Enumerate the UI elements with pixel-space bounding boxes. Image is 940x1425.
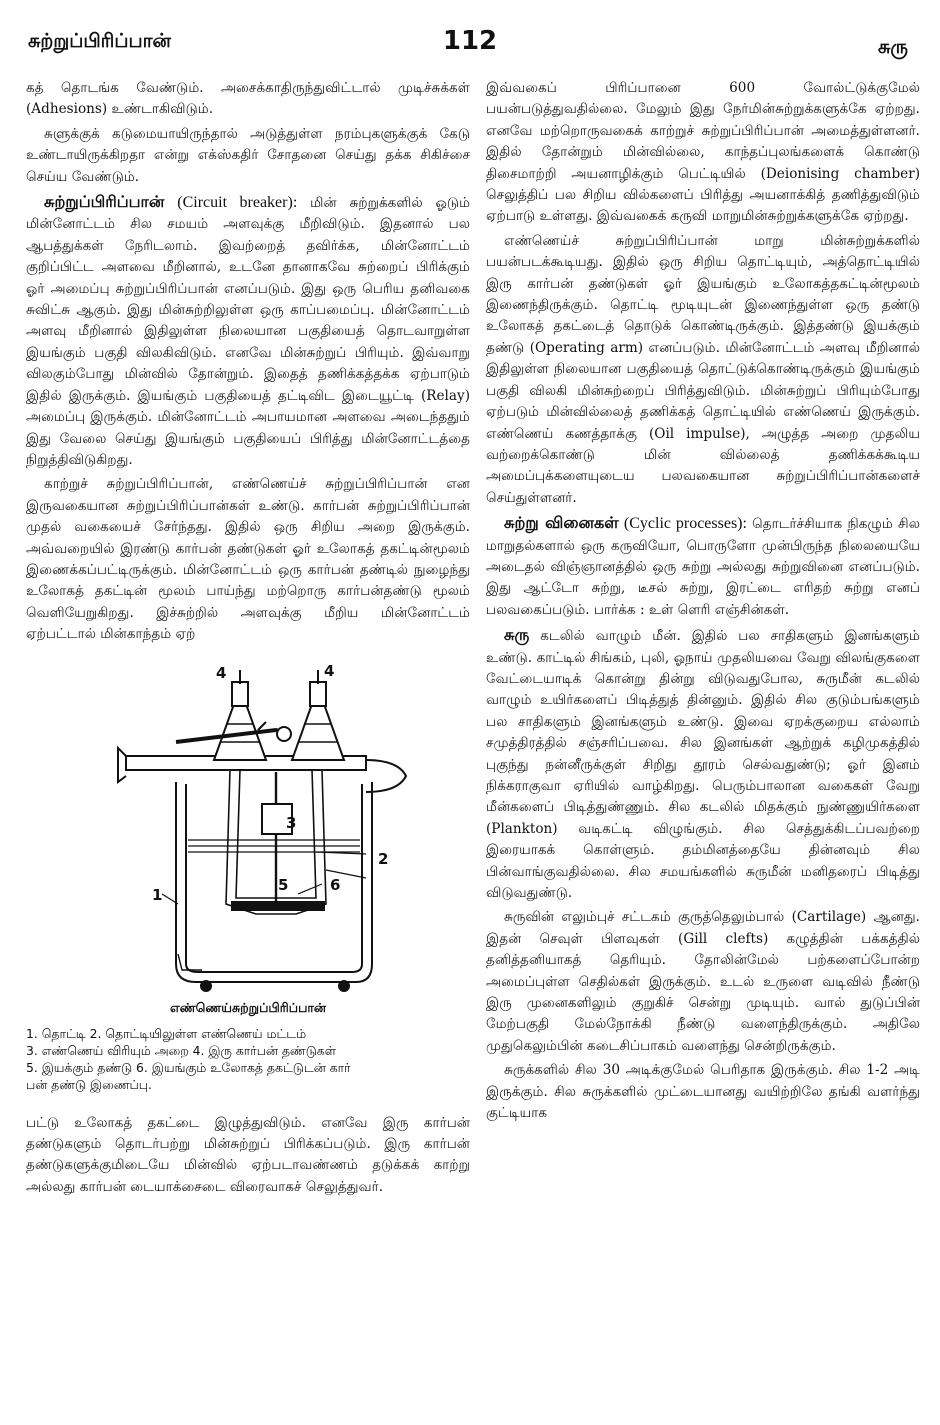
entry-body: கடலில் வாழும் மீன். இதில் பல சாதிகளும் இனங்களும் உண்டு. காட்டில் சிங்கம், புலி, ஓநாய் முதலியவை வேறு விலங்குகளை வேட்டையாடிக் கொன்று தின்று விடுவதுபோல, சுருமீன் கடலில் வாழும் உயிர்களைப் பிடித்துத் தின்னும். இதில் சில குடும்பங்களும் பல சாதிகளும் இனங்களும் உண்டு. இவை ஏறக்குறைய எல்லாம் சமுத்திரத்தில் சஞ்சரிப்பவை. சில இனங்கள் ஆற்றுக் கழிமுகத்தில் புகுந்து நன்னீருக்குள் சிறிது தூரம் செல்வதுண்டு; ஓர் இனம் நிக்கராகுவா ஏரியில் வாழ்கிறது. பெரும்பாலான வகைகள் வேறு மீன்களைப் பிடித்துண்ணும். சில கடலில் மிதக்கும் நுண்ணுயிர்களை (Plankton) வடிகட்டி விழுங்கும். சில செத்துக்கிடப்பவற்றை இரையாகக் கொள்ளும். தம்மினத்தையே தின்னவும் சில பின்வாங்குவதில்லை. சில சமயங்களில் சுருமீன் மனிதரைப் பிடித்து விடுவதுண்டு. bbox=[486, 628, 920, 902]
entry-term: சுற்றுப்பிரிப்பான் bbox=[44, 192, 165, 212]
entry-english-term: (Cyclic processes): bbox=[623, 515, 747, 533]
figure-caption: எண்ணெய்சுற்றுப்பிரிப்பான் bbox=[169, 999, 327, 1015]
legend-line: பன் தண்டு இணைப்பு. bbox=[26, 1076, 152, 1092]
breaker-illustration bbox=[26, 664, 470, 994]
entry-body: தொடர்ச்சியாக நிகழும் சில மாறுதல்களால் ஒரு கருவியோ, பொருளோ முன்பிருந்த நிலையையே அடைதல் விஞ்ஞானத்தில் ஒரு சுற்று அல்லது சுற்றுவினை எனப்படும். இது ஆட்டோ சுற்று, டீசல் சுற்று, இரட்டை எரிதற் சுற்று எனப் பலவகைப்படும். பார்க்க : உள் ளெரி எஞ்சின்கள். bbox=[486, 516, 920, 618]
entry-term: சுரு bbox=[504, 625, 530, 645]
figure-label: 3 bbox=[286, 813, 297, 832]
guide-word: சுரு bbox=[877, 36, 908, 58]
figure-label: 4 bbox=[324, 663, 335, 680]
entry-shark bbox=[486, 624, 920, 904]
entry-english-term: (Circuit breaker): bbox=[177, 194, 298, 212]
entry-cyclic-processes bbox=[486, 512, 920, 621]
paragraph: கத் தொடங்க வேண்டும். அசைக்காதிருந்துவிட்டால் முடிச்சுக்கள் (Adhesions) உண்டாகிவிடும். bbox=[26, 80, 470, 118]
oil-circuit-breaker-figure bbox=[26, 664, 470, 994]
entry-term: சுற்று வினைகள் bbox=[504, 513, 619, 533]
paragraph: சுருக்களில் சில 30 அடிக்குமேல் பெரிதாக இருக்கும். சில 1-2 அடி இருக்கும். சில சுருக்களில் முட்டையானது வயிற்றிலே தங்கி வளர்ந்து குட்டியாக bbox=[486, 1062, 920, 1122]
figure-label: 1 bbox=[152, 885, 163, 904]
page-header bbox=[22, 22, 918, 70]
legend-line: 3. எண்ணெய் விரியும் அறை 4. இரு கார்பன் தண்டுகள் bbox=[26, 1042, 336, 1058]
figure-label: 2 bbox=[378, 849, 389, 868]
running-title: சுற்றுப்பிரிப்பான் bbox=[28, 30, 171, 52]
entry-circuit-breaker bbox=[26, 191, 470, 471]
paragraph: சுளுக்குக் கடுமையாயிருந்தால் அடுத்துள்ள நரம்புகளுக்குக் கேடு உண்டாயிருக்கிறதா என்று எக்ஸ்கதிர் சோதனை செய்து தக்க சிகிச்சை செய்ய வேண்டும். bbox=[26, 125, 470, 185]
left-column bbox=[26, 78, 470, 1201]
paragraph: இவ்வகைப் பிரிப்பானை 600 வோல்ட்டுக்குமேல் பயன்படுத்துவதில்லை. மேலும் இது நேர்மின்சுற்றுக்களுக்கே ஏற்றது. எனவே மற்றொருவகைக் காற்றுச் சுற்றுப்பிரிப்பான் அமைத்துள்ளனர். இதில் தோன்றும் மின்வில்லை, காந்தப்புலங்களைக் கொண்டு திசைமாற்றி அயனாழிக்கும் பெட்டியில் (Deionising chamber) செலுத்திப் பல சிறிய வில்களைப் பிரித்து அயனாக்கித் தணித்துவிடும் ஏற்பாடு உள்ளது. இவ்வகைக் கருவி மாறுமின்சுற்றுக்களுக்கே ஏற்றது. bbox=[486, 80, 920, 225]
figure-label: 6 bbox=[330, 875, 341, 894]
paragraph: எண்ணெய்ச் சுற்றுப்பிரிப்பான் மாறு மின்சுற்றுக்களில் பயன்படக்கூடியது. இதில் ஒரு சிறிய தொட்டியும், அத்தொட்டியில் இரு கார்பன் தண்டுகள் ஓர் இயங்கும் உலோகத்தகட்டின்மூலம் இணைந்திருக்கும். தொட்டி மூடியுடன் இணைந்துள்ள ஒரு தண்டு உலோகத் தகட்டைத் தொடுக் கொண்டிருக்கும். இத்தண்டு இயக்கும் தண்டு (Operating arm) எனப்படும். மின்னோட்டம் அளவு மீறினால் இதிலுள்ள நிலையான பகுதியைத் தொட்டுக்கொண்டிருக்கும் இயங்கும் பகுதி விலகி மின்சுற்றைப் பிரித்துவிடும். மின்சுற்றுப் பிரியும்போது ஏற்படும் மின்வில்லைத் தணிக்கத் தொட்டியில் எண்ணெய் இருக்கும். எண்ணெய் கணத்தாக்கு (Oil impulse), அழுத்த அறை முதலிய வற்றைக்கொண்டு மின் வில்லைத் தணிக்கக்கூடிய அமைப்புக்களையுடைய பலவகையான சுற்றுப்பிரிப்பான்களைச் செய்துள்ளனர். bbox=[486, 232, 920, 506]
figure-label: 5 bbox=[278, 875, 289, 894]
legend-line: 5. இயக்கும் தண்டு 6. இயங்கும் உலோகத் தகட்டுடன் கார் bbox=[26, 1059, 351, 1075]
page-number: 112 bbox=[442, 26, 498, 56]
right-column bbox=[486, 78, 920, 1128]
paragraph: சுருவின் எலும்புச் சட்டகம் குருத்தெலும்பால் (Cartilage) ஆனது. இதன் செவுள் பிளவுகள் (Gill clefts) கழுத்தின் பக்கத்தில் தனித்தனியாகத் தெரியும். தோலின்மேல் பற்களைப்போன்ற அமைப்புள்ள செதில்கள் இருக்கும். உடல் உருளை வடிவில் நீண்டு இரு முனைகளிலும் குறுகிச் சென்று முடியும். வால் துடுப்பின் மேற்பகுதி மேல்நோக்கி நீண்டு வளைந்திருக்கும். அதிலே முதுகெலும்பின் கடைசிப்பாகம் வளைந்து சென்றிருக்கும். bbox=[486, 909, 920, 1054]
paragraph: பட்டு உலோகத் தகட்டை இழுத்துவிடும். எனவே இரு கார்பன் தண்டுகளும் தொடர்பற்று மின்சுற்றுப் பிரிக்கப்படும். இரு கார்பன் தண்டுகளுக்குமிடையே மின்வில் ஏற்படாவண்ணம் தடுக்கக் காற்று அல்லது கார்பன் டையாக்சைடை விரைவாகச் செலுத்துவர். bbox=[26, 1114, 470, 1195]
entry-body: மின் சுற்றுக்களில் ஓடும் மின்னோட்டம் சில சமயம் அளவுக்கு மீறிவிடும். இதனால் பல ஆபத்துக்கள் நேரிடலாம். இவற்றைத் தவிர்க்க, மின்னோட்டம் குறிப்பிட்ட அளவை மீறினால், உடனே தானாகவே சுற்றைப் பிரிக்கும் ஓர் அமைப்பு சுற்றுப்பிரிப்பான் எனப்படும். இது ஒரு பெரிய தனிவகை சுவிட்சு ஆகும். இது மின்சுற்றிலுள்ள ஒரு காப்பமைப்பு. மின்னோட்டம் அளவு மீறினால் இதிலுள்ள நிலையான பகுதியைத் தொடவாறுள்ள இயங்கும் பகுதி விலகிவிடும். எனவே மின்சுற்றுப் பிரியும். இவ்வாறு விலகும்போது மின்வில் தோன்றும். இதைத் தணிக்கத்தக்க ஏற்பாடும் இதில் இருக்கும். இயங்கும் பகுதியைத் தட்டிவிட இடையூட்டி (Relay) அமைப்பு இருக்கும். மின்னோட்டம் அபாயமான அளவை அடைந்ததும் இது வேலை செய்து இயங்கும் பகுதியைப் பிரித்து மின்னோட்டத்தை நிறுத்திவிடுகிறது. bbox=[26, 195, 471, 468]
figure-legend bbox=[26, 1025, 470, 1093]
figure-label: 4 bbox=[216, 663, 227, 682]
legend-line: 1. தொட்டி 2. தொட்டியிலுள்ள எண்ணெய் மட்டம் bbox=[26, 1025, 307, 1041]
paragraph: காற்றுச் சுற்றுப்பிரிப்பான், எண்ணெய்ச் சுற்றுப்பிரிப்பான் என இருவகையான சுற்றுப்பிரிப்பான்கள் உண்டு. கார்பன் சுற்றுப்பிரிப்பான் முதல் வகையைச் சேர்ந்தது. இதில் ஒரு சிறிய அறை இருக்கும். அவ்வறையில் இரண்டு கார்பன் தண்டுகள் ஓர் உலோகத் தகட்டின்மூலம் இணைக்கப்பட்டிருக்கும். மின்னோட்டம் ஒரு கார்பன் தண்டில் நுழைந்து உலோகத் தகட்டின் மூலம் பாய்ந்து மற்றொரு கார்பன்தண்டு மூலம் வெளியேறுகிறது. இச்சுற்றில் அளவுக்கு மீறிய மின்னோட்டம் ஏற்பட்டால் மின்காந்தம் ஏற் bbox=[26, 476, 470, 643]
